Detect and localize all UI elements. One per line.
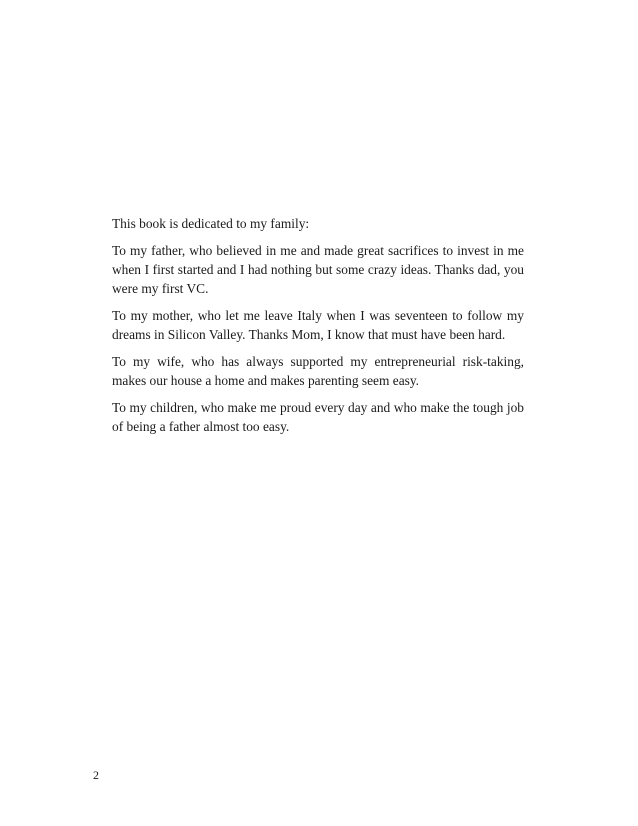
dedication-paragraph-children: To my children, who make me proud every day and who make the tough job of being a father almost too easy. — [112, 400, 524, 434]
dedication-intro: This book is dedicated to my family: — [112, 216, 310, 231]
page-number: 2 — [93, 768, 99, 782]
dedication-paragraph-father: To my father, who believed in me and made great sacrifices to invest in me when I first started and I had nothing but some crazy ideas. Thanks dad, you were my first VC. — [112, 243, 524, 296]
dedication-paragraph-wife: To my wife, who has always supported my entrepreneurial risk-taking, makes our house a home and makes parenting seem easy. — [112, 354, 524, 388]
dedication-paragraph-mother: To my mother, who let me leave Italy when I was seventeen to follow my dreams in Silicon Valley. Thanks Mom, I know that must have been hard. — [112, 308, 524, 342]
dedication-section — [112, 214, 524, 444]
